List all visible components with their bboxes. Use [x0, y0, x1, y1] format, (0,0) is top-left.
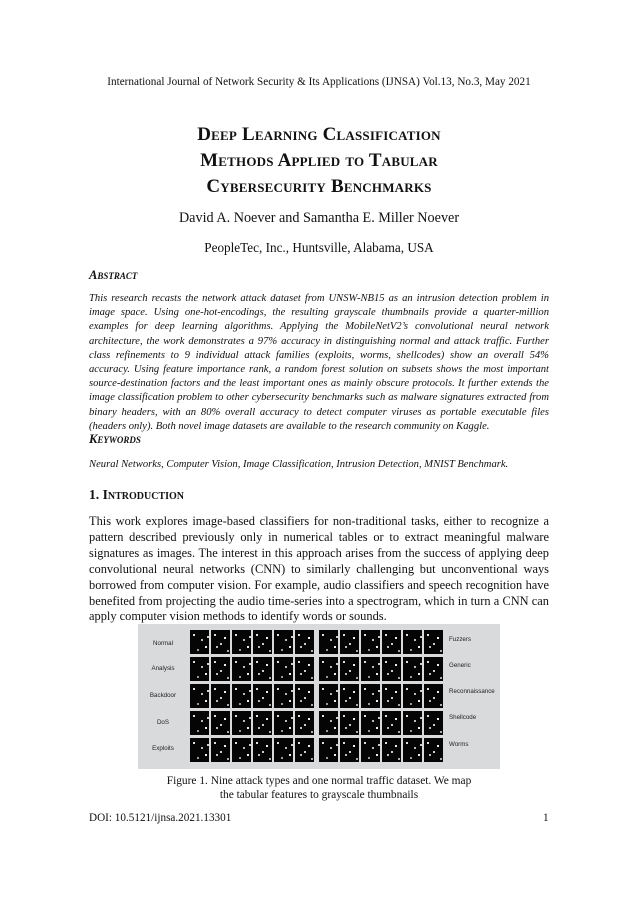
thumbnail-image [253, 657, 272, 681]
figure-label: DoS [156, 719, 170, 726]
thumbnail-image [295, 684, 314, 708]
thumbnail-image [274, 657, 293, 681]
paper-title [0, 122, 638, 200]
thumbnail-image [190, 711, 209, 735]
thumbnail-image [361, 711, 380, 735]
thumbnail-image [232, 711, 251, 735]
thumbnail-image [424, 630, 443, 654]
thumbnail-grid-left [190, 630, 314, 762]
thumbnail-image [403, 711, 422, 735]
thumbnail-image [232, 738, 251, 762]
figure-label: Normal [153, 640, 173, 647]
footer-doi: DOI: 10.5121/ijnsa.2021.13301 [89, 812, 232, 824]
thumbnail-image [211, 738, 230, 762]
thumbnail-image [211, 684, 230, 708]
introduction-text: This work explores image-based classifiers for non-traditional tasks, either to recognize a pattern described previously only in numerical tables or to extract meaningful malware signatures as images. The interest in this approach arises from the success of applying deep convolutional neural networks (CNN) to similarly challenging but unconventional ways borrowed from computer vision. For example, audio classifiers and speech recognition have benefited from projecting the audio time-series into a spectrogram, which in turn a CNN can apply computer vision methods to identify words or sounds. [89, 514, 549, 624]
thumbnail-image [382, 738, 401, 762]
figure-label: Fuzzers [449, 636, 472, 643]
thumbnail-image [232, 657, 251, 681]
affiliation: PeopleTec, Inc., Huntsville, Alabama, USA [204, 240, 434, 255]
figure-label: Analysis [151, 665, 175, 672]
title-line: Deep Learning Classification [197, 124, 441, 145]
thumbnail-image [424, 657, 443, 681]
thumbnail-image [211, 630, 230, 654]
thumbnail-image [274, 738, 293, 762]
figure-left-labels [138, 624, 188, 769]
figure-label: Worms [449, 741, 469, 748]
thumbnail-image [403, 738, 422, 762]
figure-caption [0, 775, 638, 802]
thumbnail-image [295, 657, 314, 681]
thumbnail-image [274, 630, 293, 654]
figure-right-labels [449, 624, 500, 769]
thumbnail-image [253, 630, 272, 654]
thumbnail-image [319, 738, 338, 762]
figure-label: Exploits [152, 745, 174, 752]
caption-line: Figure 1. Nine attack types and one normal traffic dataset. We map [166, 775, 472, 787]
thumbnail-image [253, 684, 272, 708]
thumbnail-image [382, 657, 401, 681]
thumbnail-image [190, 657, 209, 681]
thumbnail-image [403, 684, 422, 708]
thumbnail-image [253, 738, 272, 762]
thumbnail-image [295, 738, 314, 762]
thumbnail-image [232, 630, 251, 654]
thumbnail-image [340, 738, 359, 762]
abstract-heading: Abstract [89, 268, 138, 282]
thumbnail-image [382, 630, 401, 654]
thumbnail-image [319, 630, 338, 654]
journal-header: International Journal of Network Security & Its Applications (IJNSA) Vol.13, No.3, May 2021 [107, 76, 531, 88]
abstract-text: This research recasts the network attack dataset from UNSW-NB15 as an intrusion detection problem in image space. Using one-hot-encodings, the resulting grayscale thumbnails provide a quarter-million examples for deep learning algorithms. Applying the MobileNetV2’s convolutional neural network architecture, the work demonstrates a 97% accuracy in distinguishing normal and attack traffic. Further class refinements to 9 individual attack families (exploits, worms, shellcodes) show an overall 54% accuracy. Using feature importance rank, a random forest solution on subsets shows the most important source-destination factors and the least important ones as mainly obscure protocols. It further extends the image classification problem to other cybersecurity benchmarks such as malware signatures extracted from binary headers, with an 80% overall accuracy to detect computer viruses as portable executable files (headers only). Both novel image datasets are available to the research community on Kaggle. [89, 293, 549, 432]
thumbnail-image [340, 711, 359, 735]
thumbnail-image [403, 630, 422, 654]
thumbnail-image [232, 684, 251, 708]
thumbnail-image [403, 657, 422, 681]
thumbnail-image [424, 738, 443, 762]
thumbnail-image [190, 738, 209, 762]
thumbnail-image [319, 657, 338, 681]
thumbnail-image [211, 657, 230, 681]
figure-label: Reconnaissance [449, 688, 495, 695]
thumbnail-image [361, 630, 380, 654]
thumbnail-image [211, 711, 230, 735]
introduction-heading: 1. Introduction [89, 487, 185, 502]
keywords-text: Neural Networks, Computer Vision, Image Classification, Intrusion Detection, MNIST Benchmark. [89, 459, 509, 470]
thumbnail-image [190, 684, 209, 708]
thumbnail-image [340, 630, 359, 654]
thumbnail-image [295, 630, 314, 654]
thumbnail-image [382, 711, 401, 735]
thumbnail-image [382, 684, 401, 708]
thumbnail-image [340, 684, 359, 708]
title-line: Methods Applied to Tabular [200, 150, 438, 171]
figure-label: Backdoor [149, 692, 177, 699]
page-number: 1 [543, 812, 549, 824]
authors: David A. Noever and Samantha E. Miller Noever [178, 210, 460, 226]
thumbnail-image [295, 711, 314, 735]
thumbnail-image [319, 711, 338, 735]
thumbnail-image [361, 657, 380, 681]
figure-label: Shellcode [449, 714, 477, 721]
thumbnail-image [253, 711, 272, 735]
thumbnail-image [361, 738, 380, 762]
figure-label: Generic [449, 662, 471, 669]
keywords-heading: Keywords [89, 432, 141, 446]
title-line: Cybersecurity Benchmarks [206, 176, 432, 197]
thumbnail-image [424, 711, 443, 735]
figure-1 [138, 624, 500, 769]
caption-line: the tabular features to grayscale thumbnails [219, 788, 419, 801]
thumbnail-image [274, 684, 293, 708]
thumbnail-image [274, 711, 293, 735]
thumbnail-image [424, 684, 443, 708]
thumbnail-image [319, 684, 338, 708]
thumbnail-image [190, 630, 209, 654]
thumbnail-image [361, 684, 380, 708]
thumbnail-grid-right [319, 630, 443, 762]
thumbnail-image [340, 657, 359, 681]
